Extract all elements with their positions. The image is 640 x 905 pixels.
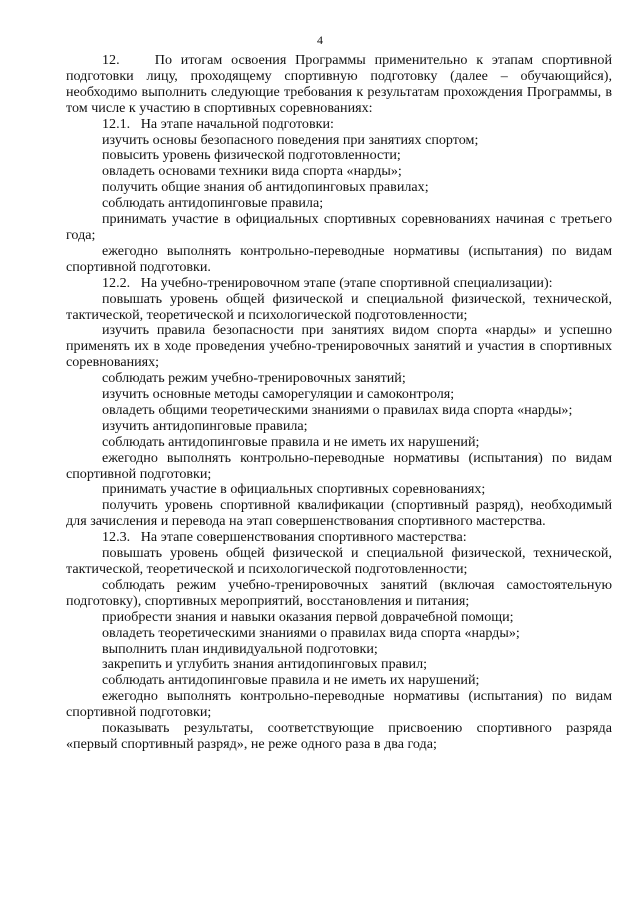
section-heading-12-1: 12.1. На этапе начальной подготовки: bbox=[102, 115, 334, 132]
list-item: овладеть общими теоретическими знаниями о правилах вида спорта «нарды»; bbox=[102, 401, 573, 418]
list-item: соблюдать антидопинговые правила и не иметь их нарушений; bbox=[102, 672, 480, 689]
list-item: приобрести знания и навыки оказания первой доврачебной помощи; bbox=[102, 608, 514, 625]
list-item: овладеть теоретическими знаниями о правилах вида спорта «нарды»; bbox=[102, 624, 520, 641]
list-item: соблюдать режим учебно-тренировочных занятий; bbox=[102, 370, 406, 387]
list-item: соблюдать антидопинговые правила; bbox=[102, 195, 324, 212]
list-item: овладеть основами техники вида спорта «нарды»; bbox=[102, 163, 402, 180]
list-item: изучить правила безопасности при занятиях видом спорта «нарды» и успешно применять их в ходе проведения учебно-тренировочных занятий и участия в спортивных соревнованиях; bbox=[66, 322, 612, 371]
list-item: закрепить и углубить знания антидопинговых правил; bbox=[102, 656, 428, 673]
list-item: повышать уровень общей физической и специальной физической, технической, тактической, теоретической и психологической подготовленности; bbox=[66, 290, 612, 323]
list-item: ежегодно выполнять контрольно-переводные нормативы (испытания) по видам спортивной подготовки; bbox=[66, 449, 612, 482]
list-item: ежегодно выполнять контрольно-переводные нормативы (испытания) по видам спортивной подготовки; bbox=[66, 688, 612, 721]
list-item: изучить антидопинговые правила; bbox=[102, 417, 308, 434]
list-item: изучить основы безопасного поведения при занятиях спортом; bbox=[102, 131, 479, 148]
list-item: принимать участие в официальных спортивных соревнованиях; bbox=[102, 481, 486, 498]
page-number: 4 bbox=[317, 33, 323, 47]
list-item: показывать результаты, соответствующие присвоению спортивного разряда «первый спортивный разряд», не реже одного раза в два года; bbox=[66, 720, 612, 752]
list-item: соблюдать антидопинговые правила и не иметь их нарушений; bbox=[102, 433, 480, 450]
list-item: повысить уровень физической подготовленности; bbox=[102, 147, 401, 164]
list-item: получить общие знания об антидопинговых правилах; bbox=[102, 179, 429, 196]
section-heading-12-2: 12.2. На учебно-тренировочном этапе (этапе спортивной специализации): bbox=[102, 274, 553, 291]
list-item: повышать уровень общей физической и специальной физической, технической, тактической, теоретической и психологической подготовленности; bbox=[66, 545, 612, 577]
list-item: выполнить план индивидуальной подготовки; bbox=[102, 640, 378, 657]
section-heading-12-3: 12.3. На этапе совершенствования спортивного мастерства: bbox=[102, 529, 467, 546]
list-item: изучить основные методы саморегуляции и самоконтроля; bbox=[102, 386, 455, 403]
paragraph-12: 12. По итогам освоения Программы применительно к этапам спортивной подготовки лицу, проходящему спортивную подготовку (далее – обучающийся), необходимо выполнить следующие требования к результатам прохождения Программы, в том числе к участию в спортивных соревнованиях: bbox=[66, 52, 612, 116]
document-body bbox=[66, 53, 612, 753]
list-item: принимать участие в официальных спортивных соревнованиях начиная с третьего года; bbox=[66, 211, 612, 243]
list-item: соблюдать режим учебно-тренировочных занятий (включая самостоятельную подготовку), спортивных мероприятий, восстановления и питания; bbox=[66, 576, 612, 609]
list-item: получить уровень спортивной квалификации (спортивный разряд), необходимый для зачисления и перевода на этап совершенствования спортивного мастерства. bbox=[66, 497, 612, 530]
list-item: ежегодно выполнять контрольно-переводные нормативы (испытания) по видам спортивной подготовки. bbox=[66, 242, 612, 275]
